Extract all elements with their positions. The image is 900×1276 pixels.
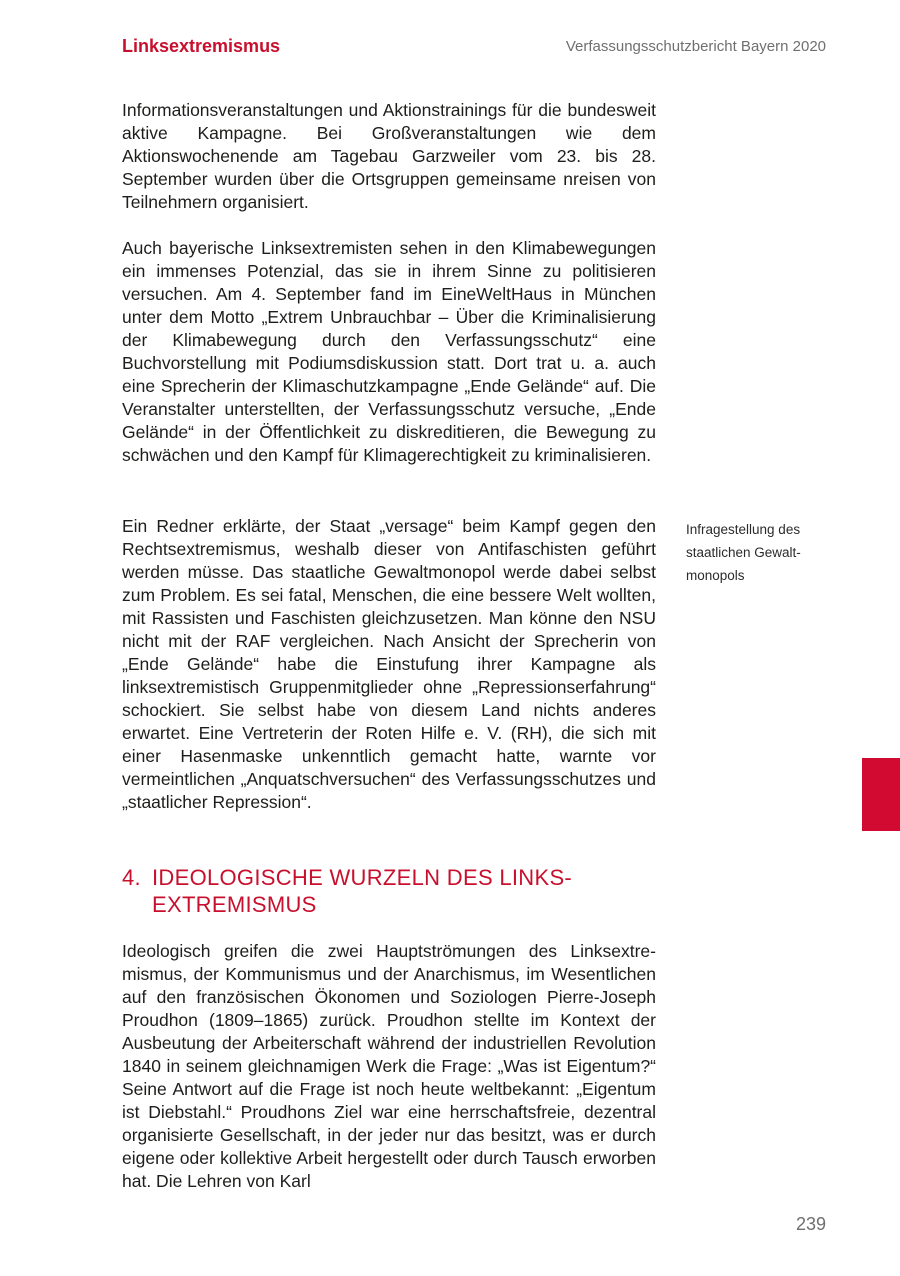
section-heading bbox=[122, 864, 656, 918]
running-header-section: Linksextremismus bbox=[122, 36, 281, 56]
paragraph-text: Ein Redner erklärte, der Staat „versage“ beim Kampf gegen den Rechtsextremismus, weshalb dieser von Antifaschisten geführt werden müsse. Das staatliche Gewaltmonopol werde dabei selbst zum Problem. Es sei fatal, Menschen, die eine bessere Welt wollten, mit Rassisten und Faschisten gleichzusetzen. Man könne den NSU nicht mit der RAF vergleichen. Nach Ansicht der Sprecherin von „Ende Gelände“ habe die Einstufung ihrer Kampagne als linksextremistisch Gruppenmitglieder ohne „Repressionserfahrung“ schockiert. Sie selbst habe von diesem Land nichts anderes erwartet. Eine Vertreterin der Roten Hilfe e. V. (RH), die sich mit einer Hasenmaske unkenntlich gemacht hatte, warnte vor vermeintlichen „Anquatschversuchen“ des Verfassungsschutzes und „staatlicher Repression“. bbox=[122, 516, 656, 812]
body-paragraph bbox=[122, 99, 656, 214]
paragraph-text: Informationsveranstaltungen und Aktionstrainings für die bundesweit aktive Kampagne. Bei Großveranstaltungen wie dem Aktionswochenende am Tagebau Garzweiler vom 23. bis 28. September wurden über die Ortsgruppen gemeinsame nreisen von Teilnehmern organisiert. bbox=[122, 100, 656, 212]
paragraph-text: Ideologisch greifen die zwei Hauptströmungen des Linksextremismus, der Kommunismus und der Anarchismus, im Wesentlichen auf den französischen Ökonomen und Soziologen Pierre-Joseph Proudhon (1809–1865) zurück. Proudhon stellte im Kontext der Ausbeutung der Arbeiterschaft während der industriellen Revolution 1840 in seinem gleichnamigen Werk die Frage: „Was ist Eigentum?“ Seine Antwort auf die Frage ist noch heute weltbekannt: „Eigentum ist Diebstahl.“ Proudhons Ziel war eine herrschaftsfreie, dezentral organisierte Gesellschaft, in der jeder nur das besitzt, was er durch eigene oder kollektive Arbeit hergestellt oder durch Tausch erworben hat. Die Lehren von Karl bbox=[122, 941, 656, 1191]
body-paragraph bbox=[122, 940, 656, 1193]
margin-note: Infragestellung des staatlichen Gewalt-monopols bbox=[686, 522, 801, 583]
running-header-publication: Verfassungsschutzbericht Bayern 2020 bbox=[565, 38, 826, 55]
paragraph-text: Auch bayerische Linksextremisten sehen in den Klimabewegungen ein immenses Potenzial, das sie in ihrem Sinne zu politisieren versuchen. Am 4. September fand im EineWeltHaus in München unter dem Motto „Extrem Unbrauchbar – Über die Kriminalisierung der Klimabewegung durch den Verfassungsschutz“ eine Buchvorstellung mit Podiumsdiskussion statt. Dort trat u. a. auch eine Sprecherin der Klimaschutzkampagne „Ende Gelände“ auf. Die Veranstalter unterstellten, der Verfassungsschutz versuche, „Ende Gelände“ in der Öffentlichkeit zu diskreditieren, die Bewegung zu schwächen und den Kampf für Klimagerechtigkeit zu kriminalisieren. bbox=[122, 238, 656, 465]
body-paragraph bbox=[122, 237, 656, 467]
chapter-tab-marker bbox=[862, 758, 900, 831]
page-number: 239 bbox=[795, 1214, 826, 1234]
section-title: IDEOLOGISCHE WURZELN DES LINKS-EXTREMISMUS bbox=[152, 865, 573, 917]
body-paragraph bbox=[122, 515, 656, 814]
section-number: 4. bbox=[122, 865, 141, 890]
